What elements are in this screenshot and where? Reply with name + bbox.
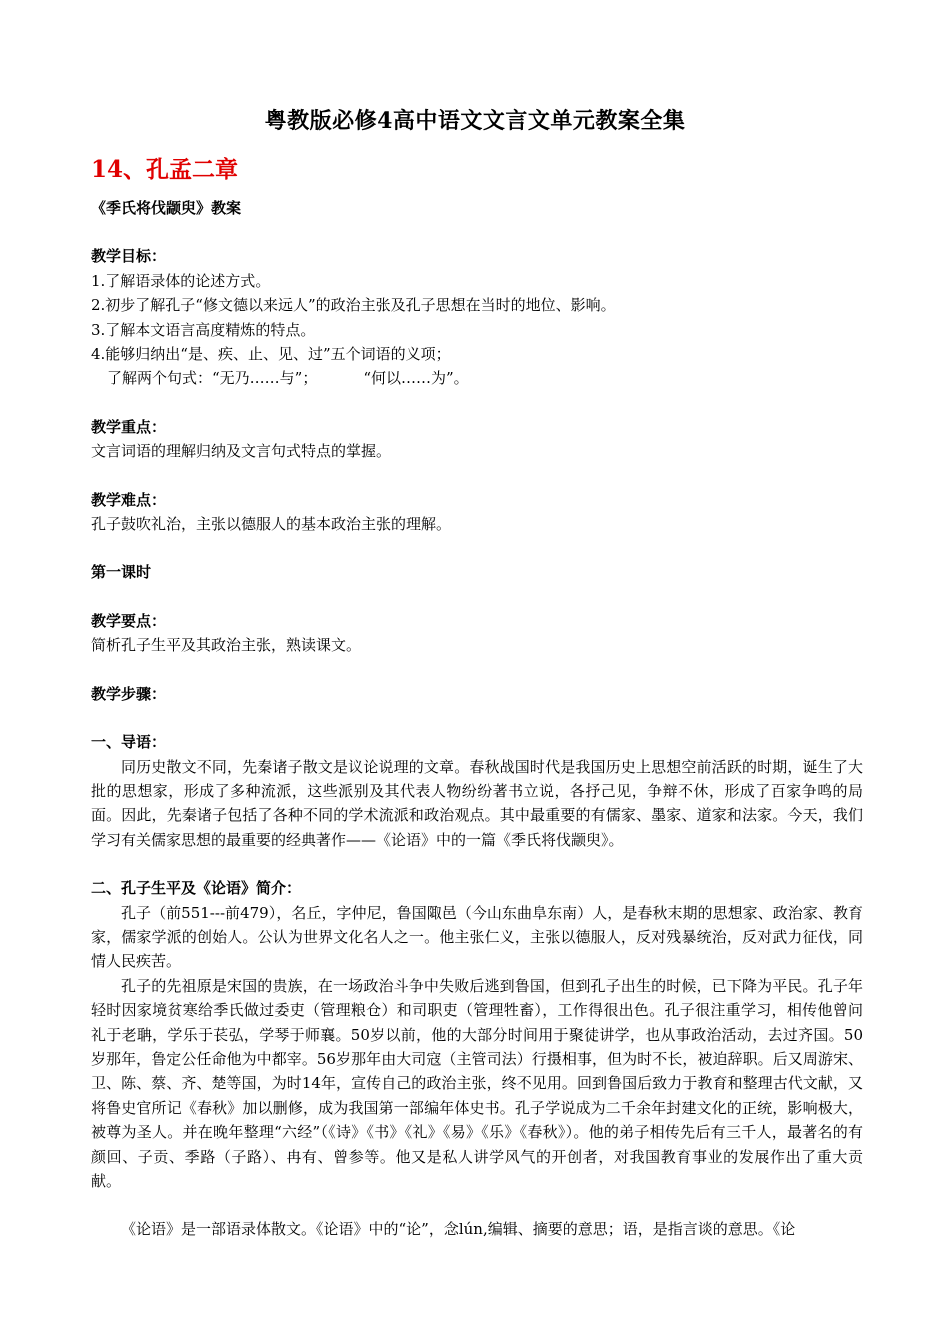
section2-heading: 二、孔子生平及《论语》简介： xyxy=(91,879,302,898)
steps-heading: 教学步骤： xyxy=(91,684,167,703)
section1-heading: 一、导语： xyxy=(91,733,167,752)
difficulty-heading: 教学难点： xyxy=(91,490,167,509)
spacer xyxy=(91,391,863,415)
sentence-form: “何以……为”。 xyxy=(363,369,469,388)
spacer xyxy=(91,852,863,876)
difficulty-text: 孔子鼓吹礼治，主张以德服人的基本政治主张的理解。 xyxy=(91,515,452,534)
spacer xyxy=(91,1193,863,1217)
key-points-text: 简析孔子生平及其政治主张，熟读课文。 xyxy=(91,636,362,655)
spacer xyxy=(91,536,863,560)
chapter-title: 14、孔孟二章 xyxy=(91,156,239,183)
document-body xyxy=(91,196,863,1242)
focus-text: 文言词语的理解归纳及文言句式特点的掌握。 xyxy=(91,442,392,461)
sentence-forms-line xyxy=(91,366,863,390)
spacer xyxy=(91,706,863,730)
spacer xyxy=(91,658,863,682)
focus-heading: 教学重点： xyxy=(91,417,167,436)
goal-item: 1.了解语录体的论述方式。 xyxy=(91,271,271,290)
sentence-form: 了解两个句式：“无乃……与”； xyxy=(107,369,318,388)
lesson-title: 《季氏将伐颛臾》教案 xyxy=(91,199,242,217)
lesson1-heading: 第一课时 xyxy=(91,563,152,582)
goal-item: 3.了解本文语言高度精炼的特点。 xyxy=(91,320,316,339)
spacer xyxy=(91,220,863,244)
spacer xyxy=(91,464,863,488)
section2-paragraph: 《论语》是一部语录体散文。《论语》中的“论”，念lún,编辑、摘要的意思；语，是指言谈的意思。《论 xyxy=(121,1220,796,1239)
goals-heading: 教学目标： xyxy=(91,247,167,266)
goal-item: 2.初步了解孔子“修文德以来远人”的政治主张及孔子思想在当时的地位、影响。 xyxy=(91,296,616,315)
goal-item: 4.能够归纳出“是、疾、止、见、过”五个词语的义项； xyxy=(91,345,451,364)
section2-paragraph: 孔子（前551---前479），名丘，字仲尼，鲁国陬邑（今山东曲阜东南）人，是春秋末期的思想家、政治家、教育家，儒家学派的创始人。公认为世界文化名人之一。他主张仁义，主张以德服人，反对残暴统治，反对武力征伐，同情人民疾苦。 xyxy=(91,903,863,971)
spacer xyxy=(91,585,863,609)
section2-paragraph: 孔子的先祖原是宋国的贵族，在一场政治斗争中失败后逃到鲁国，但到孔子出生的时候，已下降为平民。孔子年轻时因家境贫寒给季氏做过委吏（管理粮仓）和司职吏（管理牲畜），工作得很出色。孔子很注重学习，相传他曾问礼于老聃，学乐于苌弘，学琴于师襄。50岁以前，他的大部分时间用于聚徒讲学，也从事政治活动，去过齐国。50岁那年，鲁定公任命他为中都宰。56岁那年由大司寇（主管司法）行摄相事，但为时不长，被迫辞职。后又周游宋、卫、陈、蔡、齐、楚等国，为时14年，宣传自己的政治主张，终不见用。回到鲁国后致力于教育和整理古代文献，又将鲁史官所记《春秋》加以删修，成为我国第一部编年体史书。孔子学说成为二千余年封建文化的正统，影响极大，被尊为圣人。并在晚年整理“六经”（《诗》《书》《礼》《易》《乐》《春秋》）。他的弟子相传先后有三千人，最著名的有颜回、子贡、季路（子路）、冉有、曾参等。他又是私人讲学风气的开创者，对我国教育事业的发展作出了重大贡献。 xyxy=(91,976,863,1190)
document-title: 粤教版必修4高中语文文言文单元教案全集 xyxy=(264,108,686,134)
key-points-heading: 教学要点： xyxy=(91,611,167,630)
section1-paragraph: 同历史散文不同，先秦诸子散文是议论说理的文章。春秋战国时代是我国历史上思想空前活跃的时期，诞生了大批的思想家，形成了多种流派，这些派别及其代表人物纷纷著书立说，各抒己见，争辩不休，形成了百家争鸣的局面。因此，先秦诸子包括了各种不同的学术流派和政治观点。其中最重要的有儒家、墨家、道家和法家。今天，我们学习有关儒家思想的最重要的经典著作——《论语》中的一篇《季氏将伐颛臾》。 xyxy=(91,757,863,849)
